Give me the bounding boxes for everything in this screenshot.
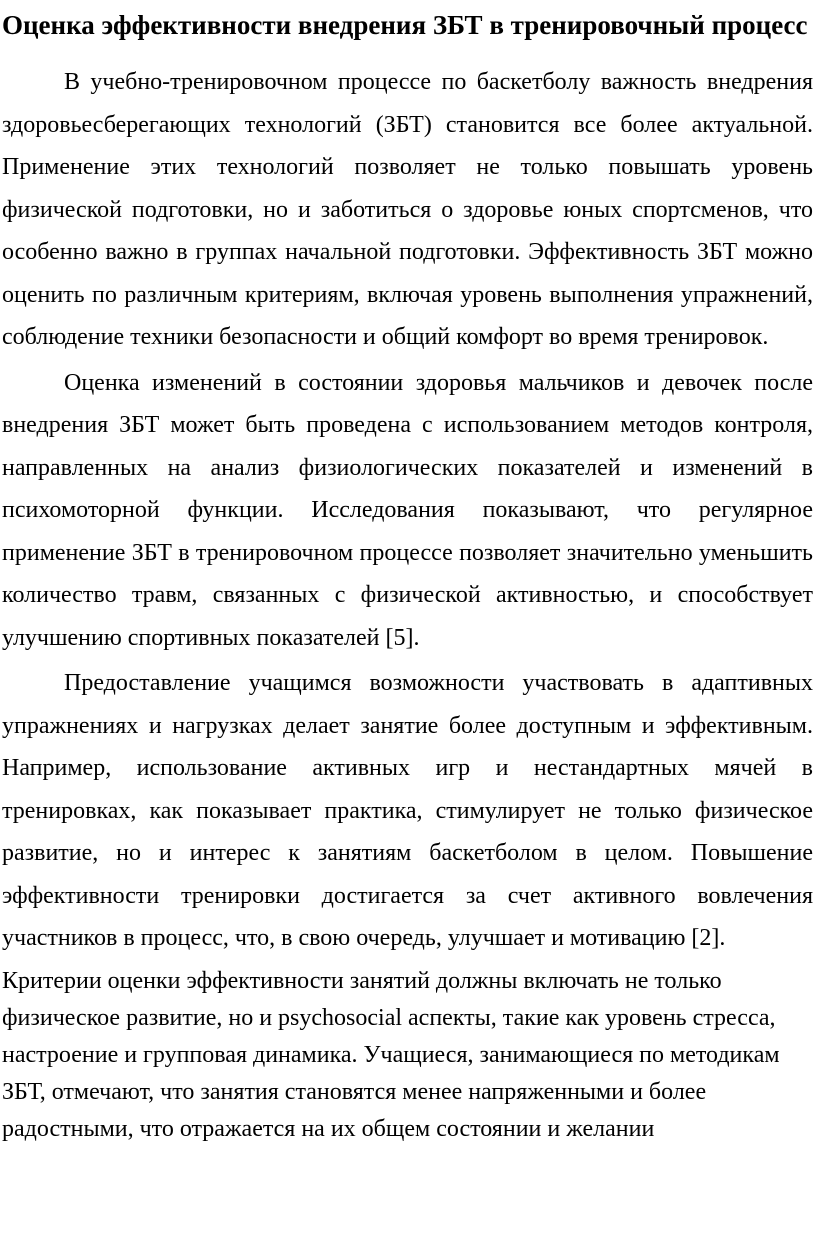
paragraph-2: Оценка изменений в состоянии здоровья мальчиков и девочек после внедрения ЗБТ может быть проведена с использованием методов контроля, направленных на анализ физиологических показателей и изменений в психомоторной функции. Исследования показывают, что регулярное применение ЗБТ в тренировочном процессе позволяет значительно уменьшить количество травм, связанных с физической активностью, и способствует улучшению спортивных показателей [5]. [2,369,813,651]
paragraph-3: Предоставление учащимся возможности участвовать в адаптивных упражнениях и нагрузках делает занятие более доступным и эффективным. Например, использование активных игр и нестандартных мячей в тренировках, как показывает практика, стимулирует не только физическое развитие, но и интерес к занятиям баскетболом в целом. Повышение эффективности тренировки достигается за счет активного вовлечения участников в процесс, что, в свою очередь, улучшает и мотивацию [2]. [2,670,813,951]
section-title: Оценка эффективности внедрения ЗБТ в тренировочный процесс [2,10,808,40]
paragraph-4: Критерии оценки эффективности занятий должны включать не только физическое развитие, но и psychosocial аспекты, такие как уровень стресса, настроение и групповая динамика. Учащиеся, занимающиеся по методикам ЗБТ, отмечают, что занятия становятся менее напряженными и более радостными, что отражается на их общем состоянии и желании [2,967,780,1142]
paragraph-1: В учебно-тренировочном процессе по баскетболу важность внедрения здоровьесберегающих технологий (ЗБТ) становится все более актуальной. Применение этих технологий позволяет не только повышать уровень физической подготовки, но и заботиться о здоровье юных спортсменов, что особенно важно в группах начальной подготовки. Эффективность ЗБТ можно оценить по различным критериям, включая уровень выполнения упражнений, соблюдение техники безопасности и общий комфорт во время тренировок. [2,69,813,350]
